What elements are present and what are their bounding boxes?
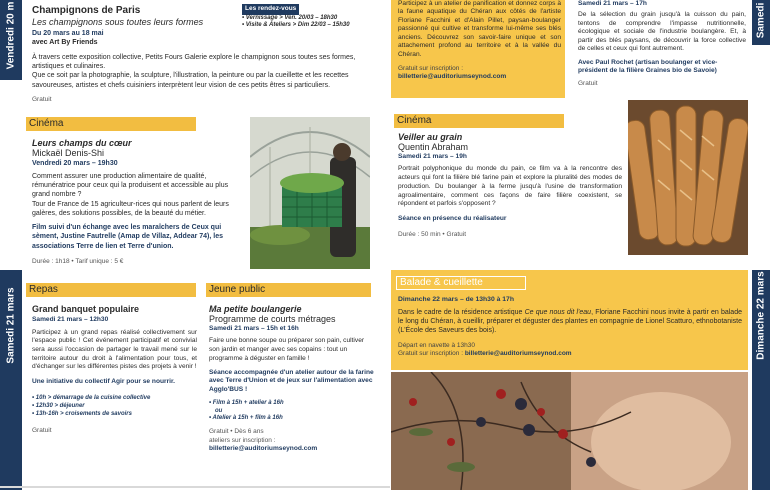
bread-photo [628,100,748,255]
repas-initiative: Une initiative du collectif Agir pour se nourrir. [32,378,176,386]
jeune-body: Faire une bonne soupe ou préparer son pain, cultiver son jardin et manger avec ses copains : tout un programme à déguster en famille ! [209,337,365,362]
side-label-left-bottom: Samedi 21 mars [5,287,17,364]
side-strip-right-bottom [752,270,770,490]
conf-date: Samedi 21 mars – 17h [578,0,647,7]
section-balade: Balade & cueillette [396,276,526,290]
cinema1-followup: Film suivi d'un échange avec les maraîchers de Ceux qui sèment, Justine Fautrelle (Amap de Villaz, Addear 74), les associations Terre de lien et Terre d'union. [32,224,224,250]
atelier-email[interactable]: billetterie@auditoriumseynod.com [398,73,507,81]
atelier-inscription: Gratuit sur inscription : [398,65,464,73]
section-cinema-1: Cinéma [26,117,196,131]
balade-body [398,308,742,336]
berries-photo [391,372,748,490]
side-label-right-top: Samedi [755,2,767,39]
balade-body-pre: Dans le cadre de la résidence artistique [398,308,525,316]
rdv-2: • Visite & Ateliers > Dim 22/03 – 15h30 [242,22,350,29]
jeune-subtitle: Programme de courts métrages [209,314,336,325]
section-cinema-2: Cinéma [394,114,564,128]
expo-title: Champignons de Paris [32,5,141,16]
jeune-meta-2: ateliers sur inscription : [209,436,276,444]
repas-title: Grand banquet populaire [32,304,140,314]
cinema1-subtitle: Mickaël Denis-Shi [32,148,105,159]
side-label-right-bottom: Dimanche 22 mars [755,271,767,360]
jeune-options [209,400,374,424]
expo-subtitle: Les champignons sous toutes leurs formes [32,17,204,28]
repas-sched-1: • 10h > démarrage de la cuisine collective [32,394,151,401]
cinema-2 [398,132,622,239]
jeune-public [209,304,374,454]
jeune-meta-1: Gratuit • Dès 6 ans [209,428,264,436]
conf-body: De la sélection du grain jusqu'à la cuisson du pain, tentons de comprendre l'impasse nutritionnelle, écologique et sociale de l'industrie boulangère. Et, à partir des blés paysans, de découvrir la force collective de celles et ceux qui font autrement. [578,11,746,53]
cinema1-body-2: Tour de France de 15 agriculteur-rices qui nous parlent de leurs galères, des solutions possibles, de la beauté du métier. [32,200,229,217]
jeune-ou: ou [215,407,223,414]
cinema-1 [32,138,244,266]
repas-gratuit: Gratuit [32,426,52,434]
cinema2-subtitle: Quentin Abraham [398,142,469,153]
balade-date: Dimanche 22 mars – de 13h30 à 17h [398,296,514,303]
expo-dates: Du 20 mars au 18 mai [32,30,104,38]
atelier-body: Participez à un atelier de panification et donnez corps à la faune aquatique du Chéran aux côtés de l'artiste Floriane Facchini et d'Alain Pillet, paysan-boulanger passionné qui cultive et transforme lui-même ses blés anciens. Découvrez son savoir-faire unique et son attachement profond au territoire et à la vallée du Chéran. [398,0,561,58]
balade-depart: Départ en navette à 13h30 [398,341,475,349]
greenhouse-illustration [250,117,370,269]
greenhouse-photo [250,117,370,269]
repas-date: Samedi 21 mars – 12h30 [32,315,109,323]
section-repas: Repas [26,283,196,297]
conf-gratuit: Gratuit [578,79,598,87]
cinema2-title: Veiller au grain [398,132,463,142]
section-jeune-public: Jeune public [206,283,371,297]
repas-schedule [32,395,197,419]
side-strip-left-bottom [0,270,22,490]
cinema2-body: Portrait polyphonique du monde du pain, ce film va à la rencontre des acteurs qui font la filière blé farine pain et explore la pluralité des modes de production. Du boulanger à la ferme jusqu'à l'usine de transformation agroalimentaire, comment ces façons de faire filière coexistent, se répondent et parfois s'opposent ? [398,165,622,208]
cinema1-body-1: Comment assurer une production alimentaire de qualité, rémunératrice pour ceux qui la produisent et accessible au plus grand nombre ? [32,172,229,199]
bread-illustration [628,100,748,255]
jeune-opt-1: • Film à 15h + atelier à 16h [209,399,284,406]
jeune-date: Samedi 21 mars – 15h et 16h [209,324,299,332]
expo-body-2: Que ce soit par la photographie, la sculpture, l'illustration, la peinture ou par la cueillette et les recettes savoureuses, artistes et chefs cuisiniers interprètent leur vision de ces petits êtres si particuliers. [32,72,349,89]
rdv-label: Les rendez-vous [242,4,299,15]
expo-with: avec Art By Friends [32,39,98,47]
bottom-rule [0,486,390,488]
repas [32,304,197,435]
jeune-seance: Séance accompagnée d'un atelier autour de la farine avec Terre d'Union et de jeux sur l'alimentation avec Agglo'BUS ! [209,368,374,393]
rdv-1: • Vernissage > Ven. 20/03 – 18h30 [242,14,338,21]
side-strip-right-top [752,0,770,45]
cinema2-presence: Séance en présence du réalisateur [398,214,507,222]
repas-sched-2: • 12h30 > déjeuner [32,402,85,409]
balade [398,296,742,359]
balade-inscription [398,350,742,359]
balade-body-post: , Floriane Facchini nous invite à partir en balade le long du Chéran, à cueillir, préparer et déguster des plantes en compagnie de Lionel Scatturo, ethnobotaniste (L'École des Saveurs des bois). [398,308,742,335]
repas-sched-3: • 13h-16h > croisements de savoirs [32,410,132,417]
jeune-title: Ma petite boulangerie [209,304,302,314]
balade-email[interactable]: billetterie@auditoriumseynod.com [464,350,572,358]
conference [578,0,746,88]
cinema1-title: Leurs champs du cœur [32,138,132,148]
conf-with: Avec Paul Rochet (artisan boulanger et vice-président de la filière Graines bio de Savoie) [578,58,718,75]
expo-body-1: À travers cette exposition collective, Petits Fours Galerie explore le champignon sous toutes ses formes, artistiques et culinaires. [32,54,356,71]
balade-body-em: Ce que nous dit l'eau [524,308,592,316]
cinema1-meta: Durée : 1h18 • Tarif unique : 5 € [32,257,124,265]
jeune-email[interactable]: billetterie@auditoriumseynod.com [209,445,318,453]
repas-body: Participez à un grand repas réalisé collectivement sur l'espace public ! Cet événement participatif et convivial sera aussi l'occasion de partager le travail mené sur le territoire autour du droit à l'alimentation pour tous, et d'échanger sur les différentes pistes des projets à venir ! [32,328,197,371]
cinema2-meta: Durée : 50 min • Gratuit [398,230,467,238]
atelier-panification [398,0,561,82]
side-strip-left-top [0,0,22,80]
berries-illustration [391,372,748,490]
cinema1-date: Vendredi 20 mars – 19h30 [32,159,118,167]
jeune-opt-2: • Atelier à 15h + film à 16h [209,415,283,422]
expo-rdv [242,4,372,30]
expo-body [32,53,372,105]
expo-gratuit: Gratuit [32,95,52,103]
cinema2-date: Samedi 21 mars – 19h [398,152,467,160]
side-label-left-top: Vendredi 20 m [5,1,17,70]
balade-inscr-label: Gratuit sur inscription : [398,350,465,358]
